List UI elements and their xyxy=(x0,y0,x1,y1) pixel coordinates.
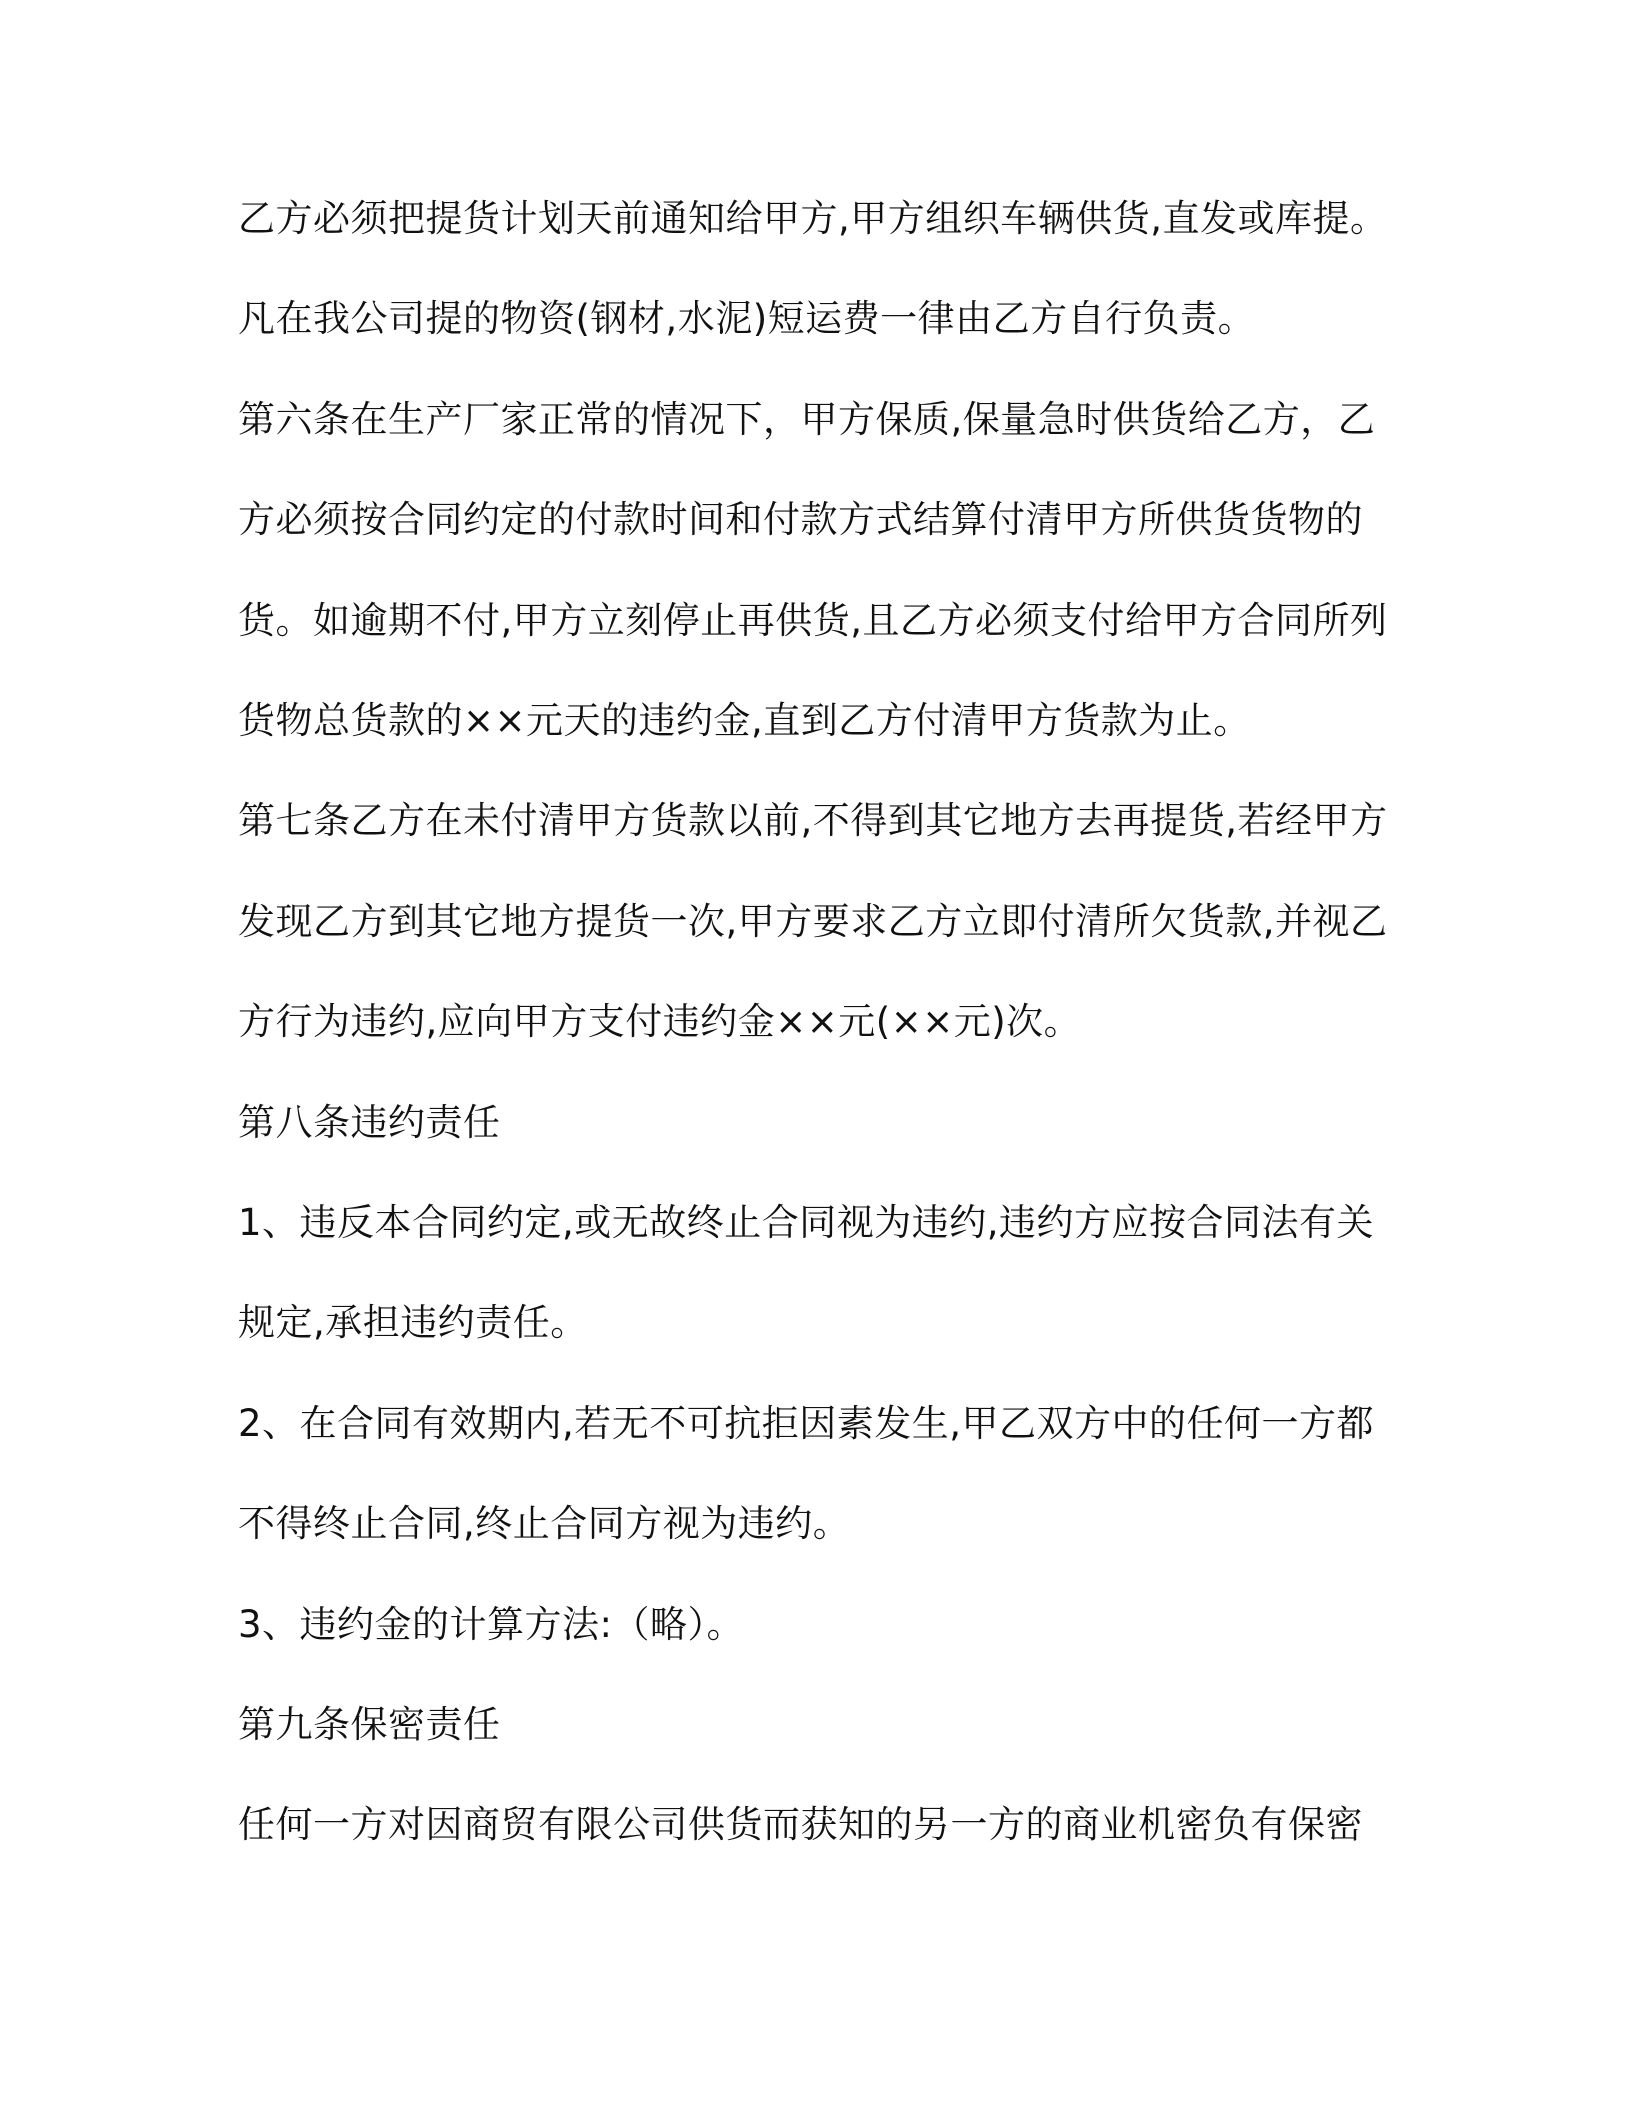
text-line: 1、违反本合同约定,或无故终止合同视为违约,违约方应按合同法有关 xyxy=(238,1201,1375,1244)
text-line: 发现乙方到其它地方提货一次,甲方要求乙方立即付清所欠货款,并视乙 xyxy=(238,900,1388,943)
text-line: 方必须按合同约定的付款时间和付款方式结算付清甲方所供货货物的 xyxy=(238,498,1363,541)
text-line: 凡在我公司提的物资(钢材,水泥)短运费一律由乙方自行负责。 xyxy=(238,297,1256,340)
text-line: 乙方必须把提货计划天前通知给甲方,甲方组织车辆供货,直发或库提。 xyxy=(238,197,1388,240)
text-line: 2、在合同有效期内,若无不可抗拒因素发生,甲乙双方中的任何一方都 xyxy=(238,1402,1375,1445)
text-line: 第六条在生产厂家正常的情况下，甲方保质,保量急时供货给乙方，乙 xyxy=(238,398,1376,441)
text-line: 规定,承担违约责任。 xyxy=(238,1301,588,1344)
section-heading: 第八条违约责任 xyxy=(238,1101,501,1144)
text-line: 货。如逾期不付,甲方立刻停止再供货,且乙方必须支付给甲方合同所列 xyxy=(238,599,1388,642)
text-line: 第七条乙方在未付清甲方货款以前,不得到其它地方去再提货,若经甲方 xyxy=(238,799,1388,842)
text-line: 3、违约金的计算方法:（略）。 xyxy=(238,1603,745,1646)
text-line: 任何一方对因商贸有限公司供货而获知的另一方的商业机密负有保密 xyxy=(238,1803,1363,1846)
section-heading: 第九条保密责任 xyxy=(238,1703,501,1746)
text-line: 货物总货款的××元天的违约金,直到乙方付清甲方货款为止。 xyxy=(238,699,1251,742)
text-line: 方行为违约,应向甲方支付违约金××元(××元)次。 xyxy=(238,1000,1082,1043)
text-line: 不得终止合同,终止合同方视为违约。 xyxy=(238,1502,851,1545)
